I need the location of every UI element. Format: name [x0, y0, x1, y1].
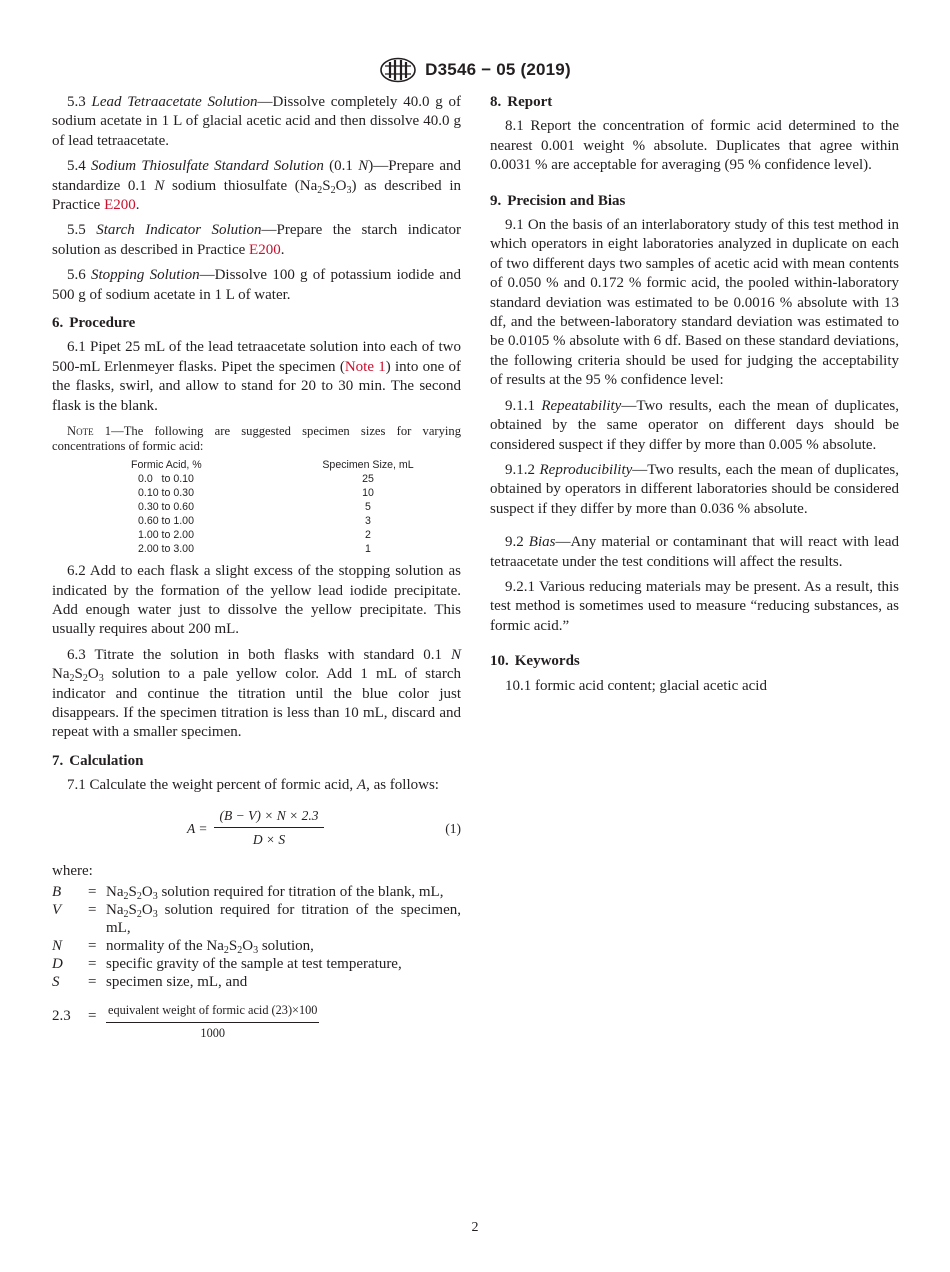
- heading-precision-bias: 9. Precision and Bias: [490, 192, 626, 209]
- table-cell: 25: [362, 473, 374, 486]
- section-5-4: 5.4 Sodium Thiosulfate Standard Solution (0.1 N)—Prepare and standardize 0.1 N sodium thiosulfate $(Na_2S_2O_3)$ as described in Practice E200.: [52, 158, 462, 214]
- left-column: [52, 93, 461, 1044]
- equation-numerator: (B − V) × N × 2.3: [214, 806, 324, 828]
- table-header-cell: Formic Acid, %: [131, 459, 202, 472]
- definition-s: S = specimen size, mL, and: [52, 973, 248, 990]
- table-cell: 10: [362, 487, 374, 500]
- section-9-2: 9.2 Bias—Any material or contaminant that will react with lead tetraacetate under the test conditions will affect the results.: [490, 534, 899, 570]
- definition-2-3-fraction: equivalent weight of formic acid (23)×100 1000: [108, 1002, 318, 1041]
- table-cell: 5: [365, 501, 371, 514]
- variable-definitions: [52, 883, 461, 1044]
- equation-denominator: D × S: [252, 831, 286, 847]
- definition-v: V = $Na_2S_2O_3$ solution required for titration of the specimen, mL,: [52, 901, 461, 936]
- section-7-1: 7.1 Calculate the weight percent of formic acid, A, as follows:: [67, 777, 439, 794]
- table-header-cell: Specimen Size, mL: [322, 459, 414, 472]
- table-row: [131, 500, 458, 514]
- section-5-3: 5.3 Lead Tetraacetate Solution—Dissolve completely 40.0 g of sodium acetate in 1 L of glacial acetic acid and then dissolve 40.0 g of lead tetraacetate.: [52, 94, 461, 149]
- table-row: [131, 472, 458, 486]
- link-e200[interactable]: E200: [104, 197, 136, 214]
- where-label: where:: [52, 862, 93, 879]
- equation-fraction: [214, 806, 324, 850]
- section-5-5: 5.5 Starch Indicator Solution—Prepare the starch indicator solution as described in Practice E200.: [52, 222, 462, 258]
- section-8-1: 8.1 Report the concentration of formic acid determined to the nearest 0.001 weight % absolute. Duplicates that agree within 0.0031 % are acceptable for averaging (95 % confidence level).: [490, 118, 900, 174]
- table-row: [131, 528, 458, 542]
- table-header-row: [131, 458, 458, 472]
- table-cell: 0.30 to 0.60: [138, 501, 194, 514]
- heading-keywords: 10. Keywords: [490, 653, 580, 670]
- section-6-1: 6.1 Pipet 25 mL of the lead tetraacetate solution into each of two 500-mL Erlenmeyer flasks. Pipet the specimen (Note 1) into one of the flasks, swirl, and allow to stand for 20 to 30 min. The second flask is the blank.: [52, 339, 462, 414]
- astm-logo-icon: [379, 57, 417, 83]
- heading-procedure: 6. Procedure: [52, 315, 136, 332]
- definition-b: B = $Na_2S_2O_3$ solution required for titration of the blank, mL,: [52, 883, 444, 902]
- definition-2-3: 2.3 = equivalent weight of formic acid (23)×100 1000: [52, 1001, 461, 1044]
- heading-calculation: 7. Calculation: [52, 752, 144, 769]
- equation-1: [52, 806, 461, 848]
- section-5-6: 5.6 Stopping Solution—Dissolve 100 g of potassium iodide and 500 g of sodium acetate in 1 L of water.: [52, 267, 461, 303]
- table-cell: 0.60 to 1.00: [138, 515, 194, 528]
- specimen-size-table: [131, 458, 458, 556]
- note-1: Note 1—The following are suggested specimen sizes for varying concentrations of formic acid:: [52, 424, 461, 454]
- equation-lhs: A =: [187, 820, 208, 836]
- heading-report: 8. Report: [490, 94, 553, 110]
- table-cell: 2.00 to 3.00: [138, 543, 194, 556]
- table-cell: 2: [365, 529, 371, 542]
- section-9-1-2: 9.1.2 Reproducibility—Two results, each the mean of duplicates, obtained by operators in different laboratories should be considered suspect if they differ by more than 0.036 % absolute.: [490, 461, 900, 517]
- page-number: 2: [471, 1220, 479, 1235]
- table-cell: 1: [365, 543, 371, 556]
- section-6-2: 6.2 Add to each flask a slight excess of the stopping solution as indicated by the formation of the yellow lead iodide precipitate. Add enough water just to dissolve the yellow precipitate. This usually requires about 200 mL.: [52, 563, 461, 638]
- right-column: [490, 93, 899, 702]
- definition-d: D = specific gravity of the sample at test temperature,: [52, 955, 402, 972]
- section-9-1-1: 9.1.1 Repeatability—Two results, each the mean of duplicates, obtained by the same operator on different days should be considered suspect if they differ by more than 0.005 % absolute.: [490, 397, 900, 453]
- section-9-2-1: 9.2.1 Various reducing materials may be present. As a result, this test method is sometimes used to measure “reducing substances, as formic acid.”: [490, 578, 899, 634]
- section-9-1: 9.1 On the basis of an interlaboratory study of this test method in which operators in eight laboratories analyzed in duplicate on each of two different days two samples of acetic acid with mean contents of 0.050 % and 0.172 % formic acid, the pooled within-laboratory standard deviation was estimated to be 0.0016 % absolute with 13 df, and the between-laboratory standard deviation was estimated to be 0.0105 % absolute with 6 df. Based on these standard deviations, the following criteria should be used for judging the acceptability of results at the 95 % confidence level:: [490, 217, 900, 389]
- table-cell: 1.00 to 2.00: [138, 529, 194, 542]
- table-cell: 3: [365, 515, 371, 528]
- section-10-1: 10.1 formic acid content; glacial acetic acid: [505, 677, 767, 694]
- link-note-1[interactable]: Note 1: [344, 358, 386, 375]
- section-6-3: 6.3 Titrate the solution in both flasks with standard 0.1 N $Na_2S_2O_3$ solution to a pale yellow color. Add 1 mL of starch indicator and continue the titration until the blue color just disappears. If the specimen titration is less than 10 mL, discard and repeat with a smaller specimen.: [52, 646, 461, 741]
- table-row: [131, 486, 458, 500]
- equation-number: (1): [445, 820, 461, 836]
- table-cell: 0.0 to 0.10: [138, 473, 194, 486]
- table-row: [131, 514, 458, 528]
- table-row: [131, 542, 458, 556]
- table-cell: 0.10 to 0.30: [138, 487, 194, 500]
- definition-n: N = normality of the $Na_2S_2O_3$ solution,: [52, 937, 314, 956]
- document-id: D3546 − 05 (2019): [425, 60, 571, 79]
- page-header: [0, 57, 950, 83]
- link-e200[interactable]: E200: [249, 241, 281, 258]
